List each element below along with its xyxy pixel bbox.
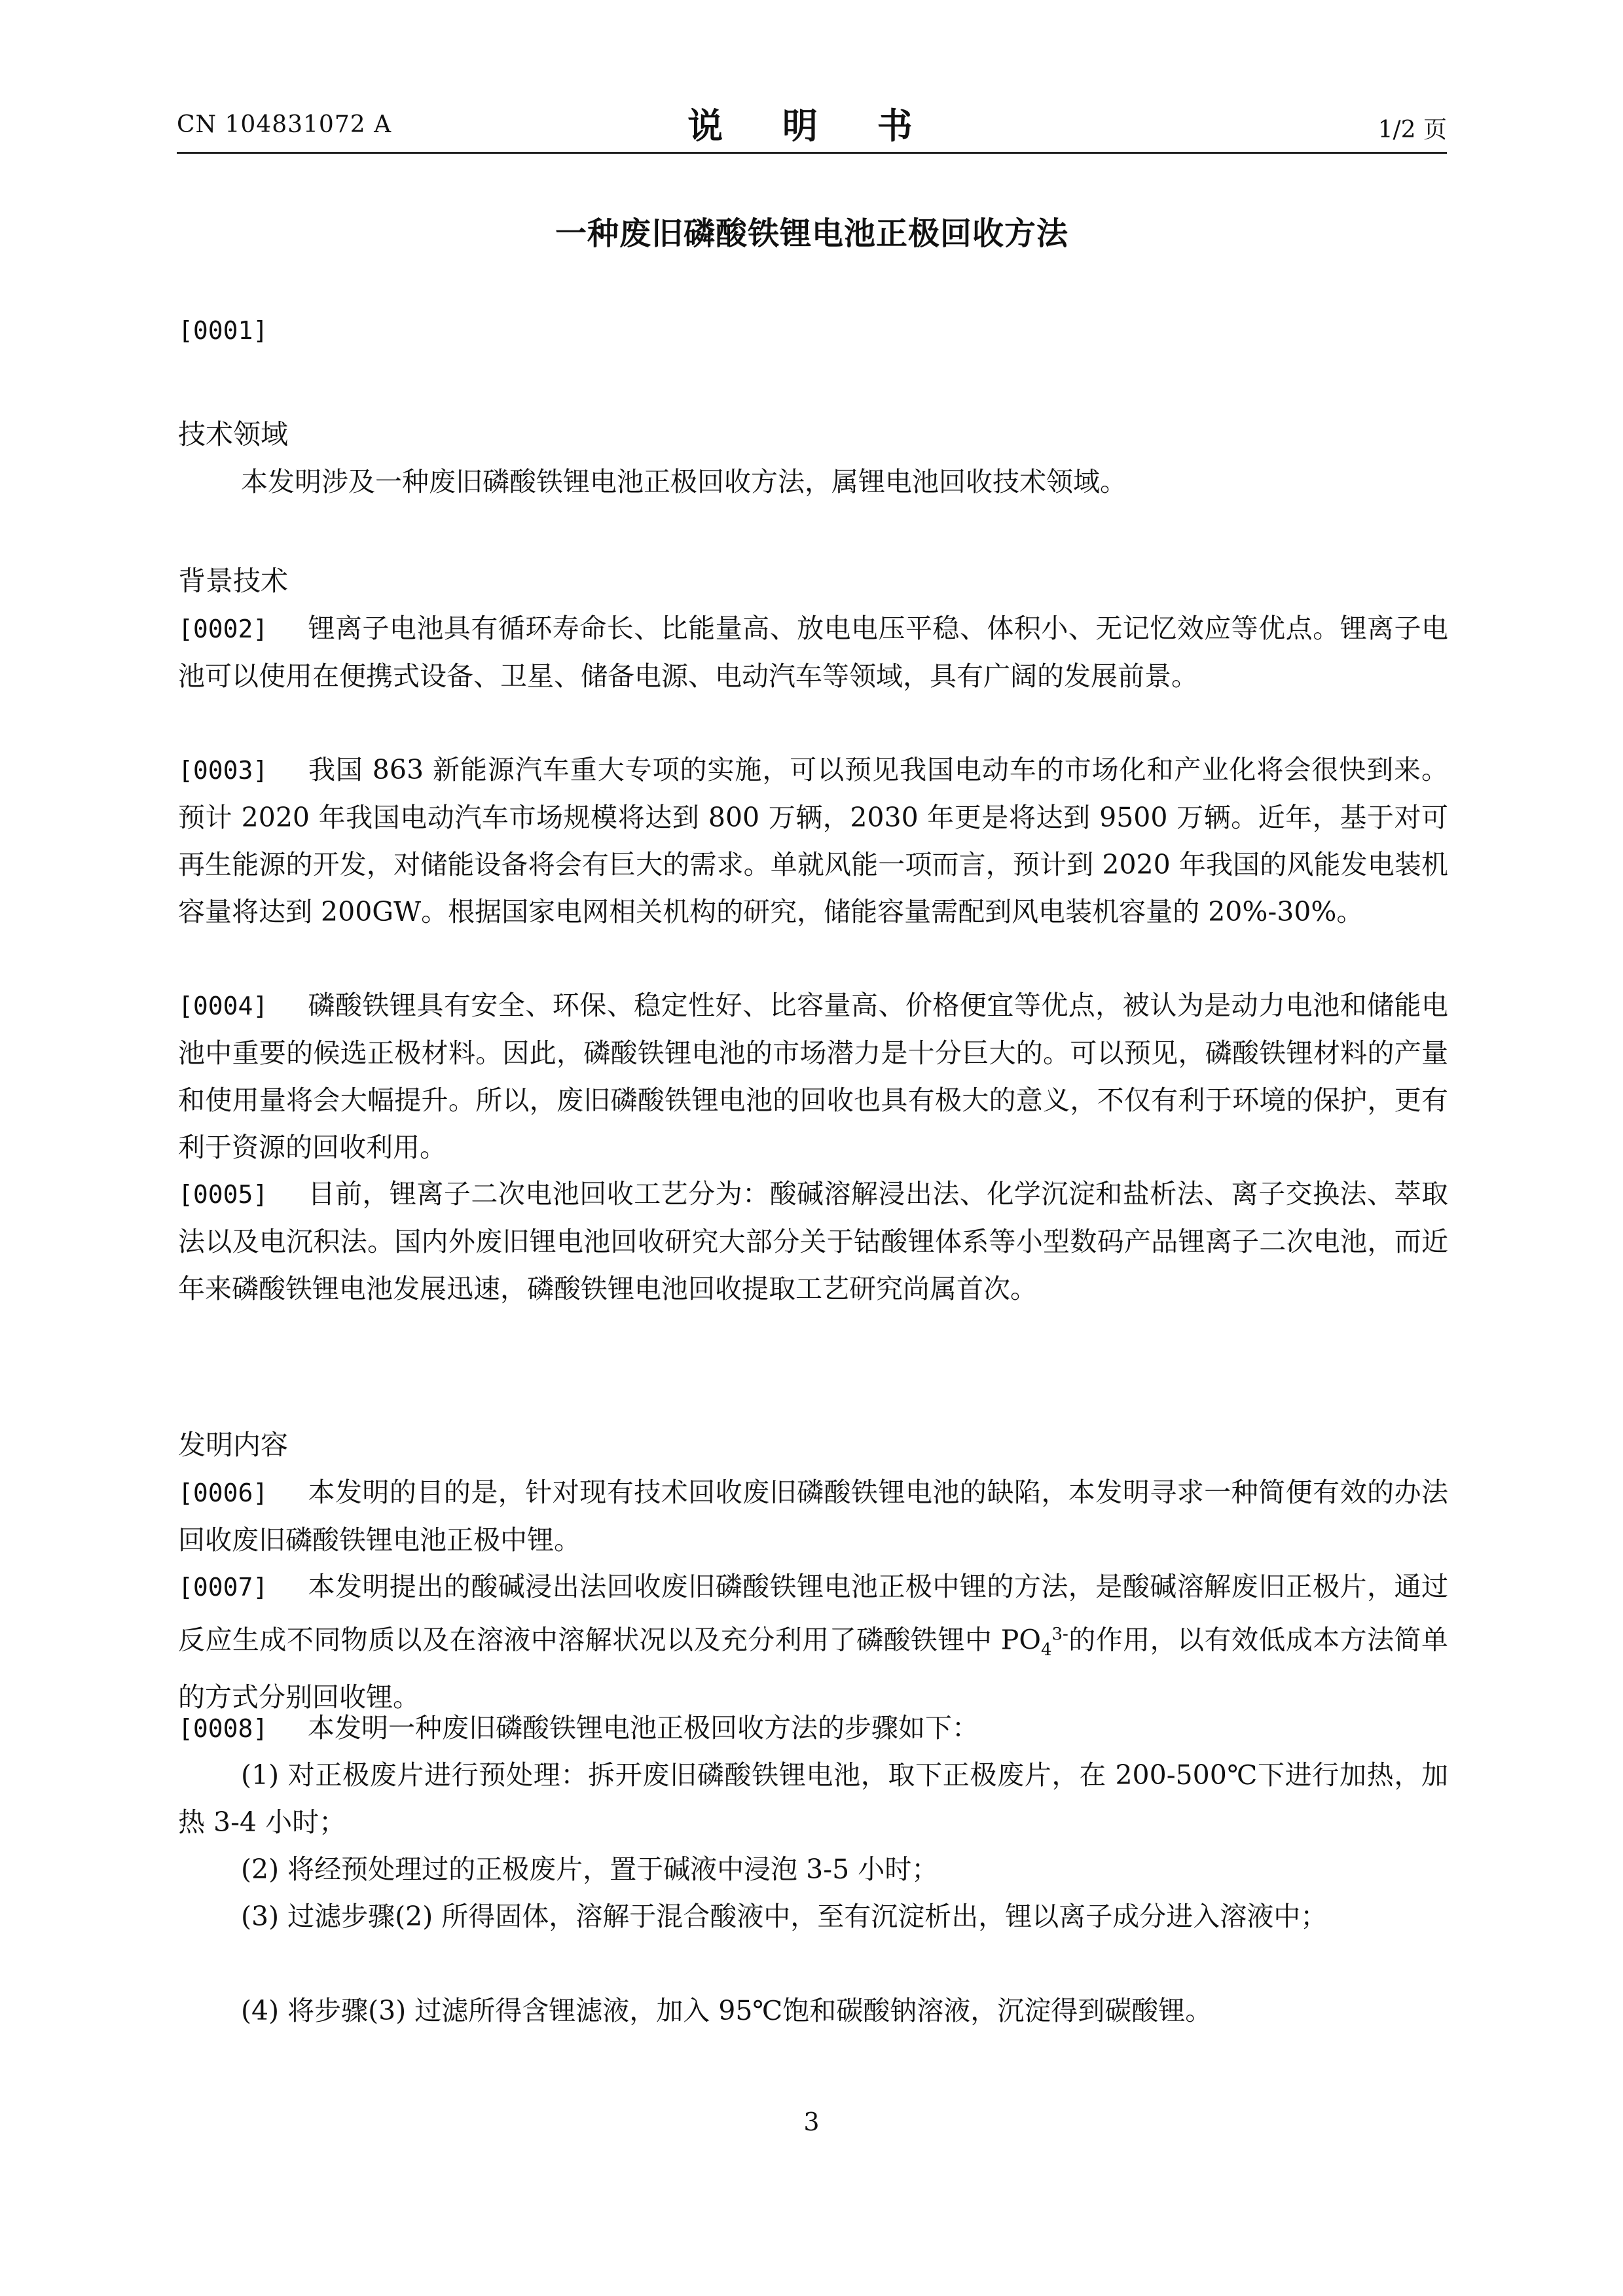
header-rule [177,152,1447,154]
document-number: CN 104831072 A [177,111,392,138]
section-heading-background: 背景技术 [178,565,289,597]
section-heading-tech-field: 技术领域 [178,418,289,450]
paragraph-0003 [178,746,1448,935]
step-text: (3) 过滤步骤(2) 所得固体，溶解于混合酸液中，至有沉淀析出，锂以离子成分进入溶液中； [241,1901,1328,1932]
paragraph-0004 [178,982,1448,1171]
paragraph-0005 [178,1170,1448,1312]
paragraph-0001 [178,306,1448,354]
paragraph-number: [0004] [178,992,268,1020]
paragraph-number: [0003] [178,756,268,785]
page-header [177,98,1447,151]
page-label: 1/2 页 [1377,117,1447,143]
paragraph-text: 磷酸铁锂具有安全、环保、稳定性好、比容量高、价格便宜等优点，被认为是动力电池和储能电池中重要的候选正极材料。因此，磷酸铁锂电池的市场潜力是十分巨大的。可以预见，磷酸铁锂材料的产量和使用量将会大幅提升。所以，废旧磷酸铁锂电池的回收也具有极大的意义，不仅有利于环境的保护，更有利于资源的回收利用。 [178,990,1448,1163]
paragraph-number: [0007] [178,1573,268,1602]
paragraph-0002 [178,605,1448,700]
paragraph-text: 本发明提出的酸碱浸出法回收废旧磷酸铁锂电池正极中锂的方法，是酸碱溶解废旧正极片，通过反应生成不同物质以及在溶液中溶解状况以及充分利用了磷酸铁锂中 PO [178,1571,1448,1656]
paragraph-0008 [178,1704,1448,1752]
paragraph-text: 目前，锂离子二次电池回收工艺分为：酸碱溶解浸出法、化学沉淀和盐析法、离子交换法、萃取法以及电沉积法。国内外废旧锂电池回收研究大部分关于钴酸锂体系等小型数码产品锂离子二次电池，而近年来磷酸铁锂电池发展迅速，磷酸铁锂电池回收提取工艺研究尚属首次。 [178,1178,1448,1304]
document-type: 说 明 书 [687,105,936,147]
step-1 [178,1751,1448,1846]
step-text: (2) 将经预处理过的正极废片，置于碱液中浸泡 3-5 小时； [241,1854,939,1885]
superscript: 3- [1051,1624,1068,1644]
step-2 [178,1846,1448,1893]
paragraph-text: 我国 863 新能源汽车重大专项的实施，可以预见我国电动车的市场化和产业化将会很快到来。预计 2020 年我国电动汽车市场规模将达到 800 万辆，2030 年更是将达到 9500 万辆。近年，基于对可再生能源的开发，对储能设备将会有巨大的需求。单就风能一项而言，预计到 2020 年我国的风能发电装机容量将达到 200GW。根据国家电网相关机构的研究，储能容量需配到风电装机容量的 20%-30%。 [178,754,1448,927]
paragraph-text: 锂离子电池具有循环寿命长、比能量高、放电电压平稳、体积小、无记忆效应等优点。锂离子电池可以使用在便携式设备、卫星、储备电源、电动汽车等领域，具有广阔的发展前景。 [178,613,1448,692]
page-number: 3 [803,2108,820,2136]
tech-field-body: 本发明涉及一种废旧磷酸铁锂电池正极回收方法，属锂电池回收技术领域。 [241,466,1127,497]
paragraph-number: [0006] [178,1479,268,1507]
paragraph-number: [0008] [178,1714,268,1743]
document-title: 一种废旧磷酸铁锂电池正极回收方法 [555,215,1068,252]
paragraph-text-continued: 的作用，以有效低成本方法简单的方式分别回收锂。 [178,1624,1448,1713]
paragraph-text: 本发明一种废旧磷酸铁锂电池正极回收方法的步骤如下： [308,1712,979,1744]
paragraph-number: [0002] [178,615,268,643]
step-text: (1) 对正极废片进行预处理：拆开废旧磷酸铁锂电池，取下正极废片，在 200-500℃下进行加热，加热 3-4 小时； [178,1759,1448,1838]
paragraph-0006 [178,1469,1448,1564]
paragraph-number: [0001] [178,316,268,345]
tech-field-text [178,458,1448,505]
step-4 [178,1987,1448,2034]
paragraph-text: 本发明的目的是，针对现有技术回收废旧磷酸铁锂电池的缺陷，本发明寻求一种简便有效的办法回收废旧磷酸铁锂电池正极中锂。 [178,1477,1448,1556]
section-heading-content: 发明内容 [178,1429,289,1461]
paragraph-number: [0005] [178,1180,268,1209]
step-text: (4) 将步骤(3) 过滤所得含锂滤液，加入 95℃饱和碳酸钠溶液，沉淀得到碳酸锂。 [241,1995,1213,2026]
paragraph-0007 [178,1563,1448,1721]
step-3 [178,1893,1448,1940]
subscript: 4 [1040,1640,1052,1660]
